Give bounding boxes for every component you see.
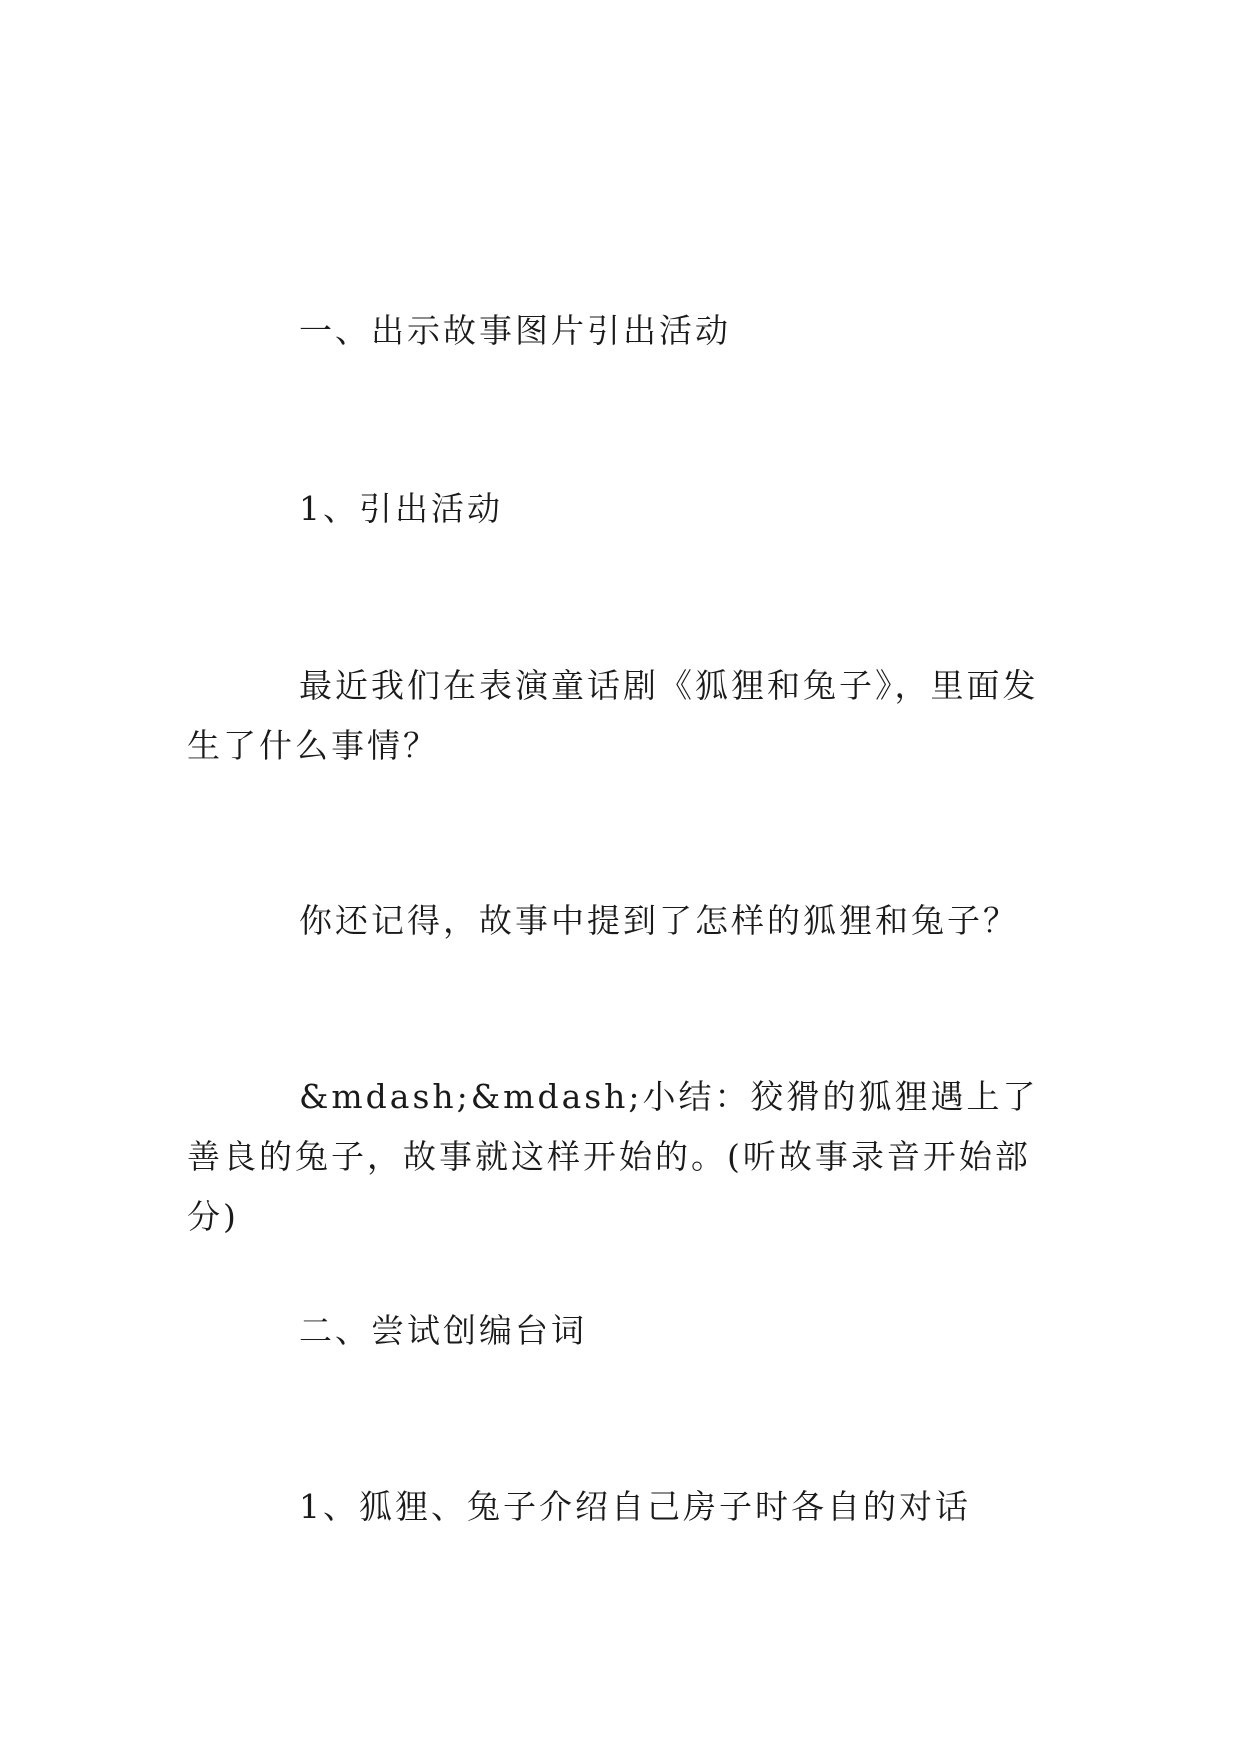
body-paragraph: 你还记得，故事中提到了怎样的狐狸和兔子？ xyxy=(299,901,1019,940)
section-heading-1: 一、出示故事图片引出活动 xyxy=(299,311,731,350)
subsection-heading-1-1: 1、引出活动 xyxy=(299,489,503,528)
body-paragraph: 最近我们在表演童话剧《狐狸和兔子》，里面发生了什么事情？ xyxy=(187,666,1039,765)
summary-paragraph: &mdash;&mdash;小结：狡猾的狐狸遇上了善良的兔子，故事就这样开始的。(听故事录音开始部分) xyxy=(187,1077,1039,1236)
subsection-heading-2-1: 1、狐狸、兔子介绍自己房子时各自的对话 xyxy=(299,1487,971,1526)
section-heading-2: 二、尝试创编台词 xyxy=(299,1311,587,1350)
